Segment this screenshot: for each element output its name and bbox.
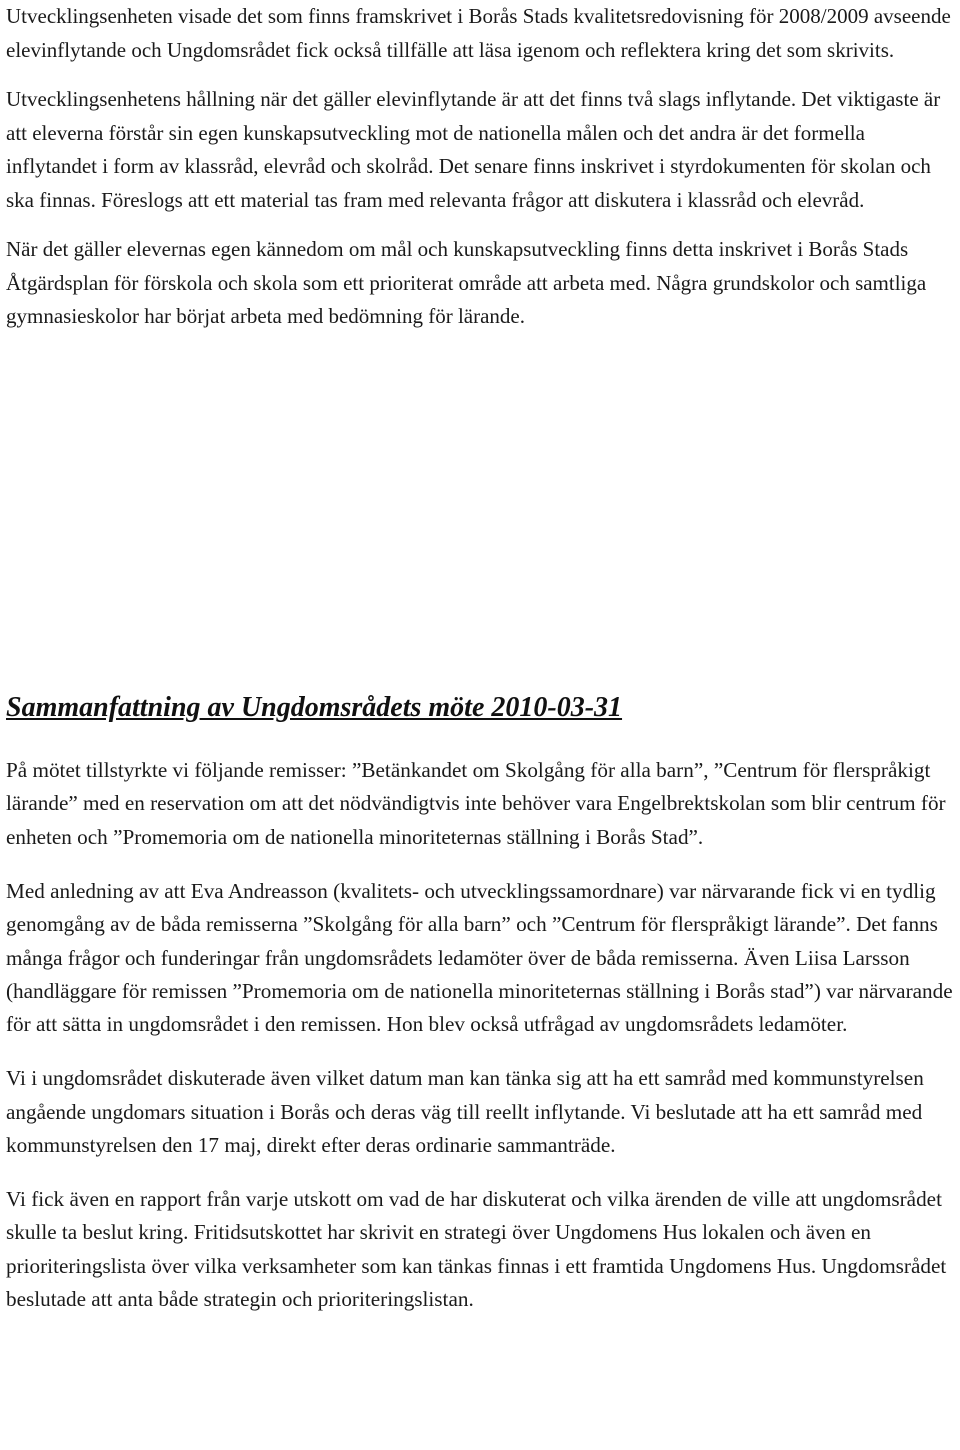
meeting-summary-section	[6, 688, 958, 1337]
paragraph-knowledge-goals: När det gäller elevernas egen kännedom om mål och kunskapsutveckling finns detta inskrivet i Borås Stads Åtgärdsplan för förskola och skola som ett prioriterat område att arbeta med. Några grundskolor och samtliga gymnasieskolor har börjat arbeta med bedömning för lärande.	[6, 237, 927, 328]
section-heading: Sammanfattning av Ungdomsrådets möte 2010-03-31	[6, 692, 623, 723]
paragraph-student-influence: Utvecklingsenhetens hållning när det gäller elevinflytande är att det finns två slags inflytande. Det viktigaste är att eleverna förstår sin egen kunskapsutveckling mot de nationella målen och det andra är det formella inflytandet i form av klassråd, elevråd och skolråd. Det senare finns inskrivet i styrdokumenten för skolan och ska finnas. Föreslogs att ett material tas fram med relevanta frågor att diskutera i klassråd och elevråd.	[6, 87, 941, 212]
paragraph-review: Med anledning av att Eva Andreasson (kvalitets- och utvecklingssamordnare) var närvarande fick vi en tydlig genomgång av de båda remisserna ”Skolgång för alla barn” och ”Centrum för flerspråkigt lärande”. Det fanns många frågor och funderingar från ungdomsrådets ledamöter över de båda remisserna. Även Liisa Larsson (handläggare för remissen ”Promemoria om de nationella minoriteternas ställning i Borås stad”) var närvarande för att sätta in ungdomsrådet i den remissen. Hon blev också utfrågad av ungdomsrådets ledamöter.	[6, 878, 953, 1037]
paragraph-referrals: På mötet tillstyrkte vi följande remisser: ”Betänkandet om Skolgång för alla barn”, ”Centrum för flerspråkigt lärande” med en reservation om att det nödvändigtvis inte behöver vara Engelbrektskolan som blir centrum för enheten och ”Promemoria om de nationella minoriteternas ställning i Borås Stad”.	[6, 758, 946, 849]
paragraph-consultation: Vi i ungdomsrådet diskuterade även vilket datum man kan tänka sig att ha ett samråd med kommunstyrelsen angående ungdomars situation i Borås och deras väg till reellt inflytande. Vi beslutade att ha ett samråd med kommunstyrelsen den 17 maj, direkt efter deras ordinarie sammanträde.	[6, 1066, 924, 1158]
paragraph-quality-report: Utvecklingsenheten visade det som finns framskrivet i Borås Stads kvalitetsredovisning för 2008/2009 avseende elevinflytande och Ungdomsrådet fick också tillfälle att läsa igenom och reflektera kring det som skrivits.	[6, 4, 951, 62]
intro-section	[6, 0, 958, 350]
paragraph-committee-reports: Vi fick även en rapport från varje utskott om vad de har diskuterat och vilka ärenden de ville att ungdomsrådet skulle ta beslut kring. Fritidsutskottet har skrivit en strategi över Ungdomens Hus lokalen och även en prioriteringslista över vilka verksamheter som kan tänkas finnas i ett framtida Ungdomens Hus. Ungdomsrådet beslutade att anta både strategin och prioriteringslistan.	[6, 1186, 947, 1312]
